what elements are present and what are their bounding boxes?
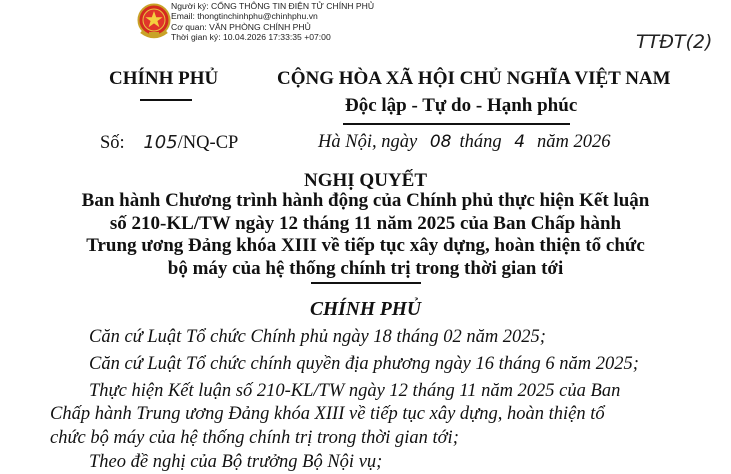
- signature-signer: Người ký: CỔNG THÔNG TIN ĐIỆN TỬ CHÍNH PHỦ: [171, 1, 375, 11]
- body-line-implementation-1: Thực hiện Kết luận số 210-KL/TW ngày 12 tháng 11 năm 2025 của Ban: [89, 381, 621, 401]
- doc-number-value: 105: [143, 132, 178, 153]
- motto-underline: [343, 123, 570, 125]
- issuer-name: CHÍNH PHỦ: [109, 68, 219, 89]
- date-day: 08: [429, 132, 452, 152]
- handwritten-mark: TTĐT(2): [636, 31, 713, 53]
- doc-subject-line: bộ máy của hệ thống chính trị trong thời gian tới: [167, 257, 564, 279]
- doc-subject: [0, 190, 731, 280]
- body-line-legal-basis-1: Căn cứ Luật Tổ chức Chính phủ ngày 18 tháng 02 năm 2025;: [89, 327, 546, 347]
- doc-type-title: NGHỊ QUYẾT: [304, 170, 427, 191]
- doc-number-prefix: Số:: [100, 133, 125, 153]
- doc-number: [100, 132, 238, 154]
- body-line-legal-basis-2: Căn cứ Luật Tổ chức chính quyền địa phương ngày 16 tháng 6 năm 2025;: [89, 354, 639, 374]
- doc-subject-line: số 210-KL/TW ngày 12 tháng 11 năm 2025 của Ban Chấp hành: [109, 212, 622, 234]
- date-line: [318, 132, 611, 153]
- body-line-implementation-2: Chấp hành Trung ương Đảng khóa XIII về tiếp tục xây dựng, hoàn thiện tổ: [50, 404, 605, 424]
- issuer-underline: [140, 99, 192, 101]
- country-name: CỘNG HÒA XÃ HỘI CHỦ NGHĨA VIỆT NAM: [277, 68, 671, 89]
- signature-org: Cơ quan: VĂN PHÒNG CHÍNH PHỦ: [171, 21, 311, 32]
- digital-signature-block: [171, 1, 374, 43]
- body-line-implementation-3: chức bộ máy của hệ thống chính trị trong thời gian tới;: [50, 428, 459, 448]
- motto: Độc lập - Tự do - Hạnh phúc: [345, 95, 578, 116]
- doc-subject-line: Trung ương Đảng khóa XIII về tiếp tục xây dựng, hoàn thiện tổ chức: [86, 235, 645, 256]
- doc-subject-line: Ban hành Chương trình hành động của Chính phủ thực hiện Kết luận: [81, 190, 650, 211]
- body-line-proposal: Theo đề nghị của Bộ trưởng Bộ Nội vụ;: [89, 452, 383, 472]
- national-emblem-icon: [137, 2, 171, 40]
- date-year: năm 2026: [537, 132, 611, 152]
- date-month-word: tháng: [459, 132, 502, 152]
- signature-email: Email: thongtinchinhphu@chinhphu.vn: [171, 11, 318, 22]
- doc-number-suffix: /NQ-CP: [177, 133, 239, 153]
- authority-heading: CHÍNH PHỦ: [309, 299, 422, 320]
- subject-underline: [311, 282, 421, 284]
- date-month: 4: [514, 132, 526, 152]
- date-place: Hà Nội, ngày: [318, 132, 418, 152]
- signature-time: Thời gian ký: 10.04.2026 17:33:35 +07:00: [171, 32, 331, 43]
